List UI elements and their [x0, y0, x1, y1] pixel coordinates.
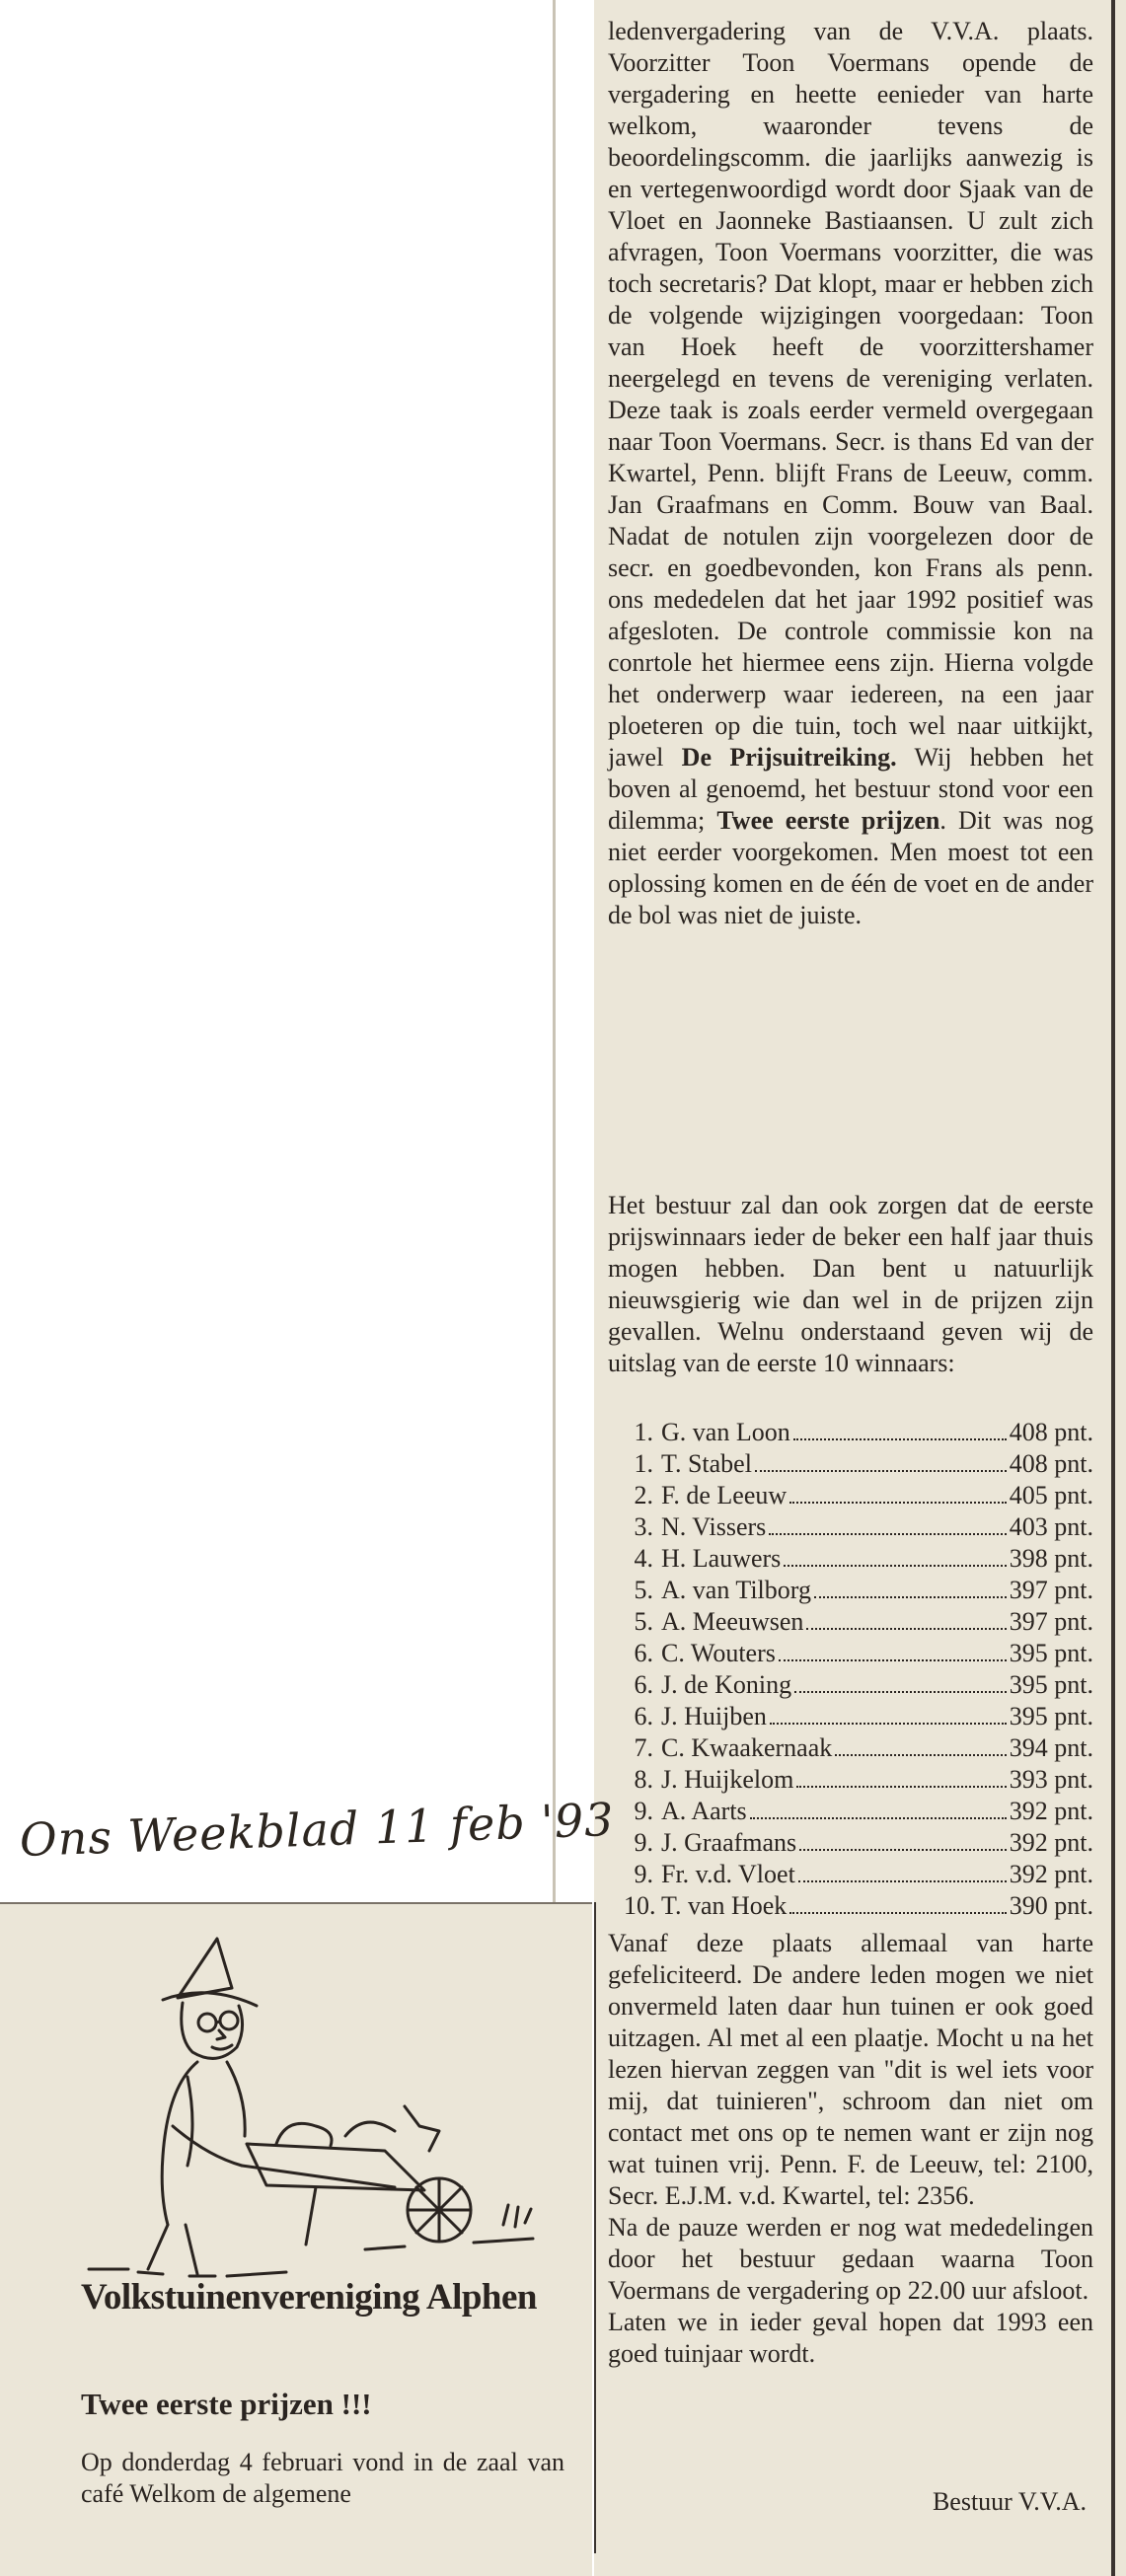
- article-text: Wij hebben het boven al genoemd, het bestuur stond voor een dilemma;: [608, 743, 1093, 835]
- winner-score: 408 pnt.: [1009, 1449, 1093, 1478]
- winner-score: 394 pnt.: [1009, 1733, 1093, 1762]
- winner-score: 405 pnt.: [1009, 1481, 1093, 1509]
- gardener-wheelbarrow-illustration: [69, 1929, 563, 2284]
- winner-rank: 2.: [634, 1481, 653, 1509]
- dot-leader: [806, 1628, 1006, 1630]
- winner-rank: 5.: [634, 1607, 653, 1636]
- article-column-part2: [608, 1190, 1093, 1379]
- winner-name: C. Wouters: [661, 1639, 776, 1667]
- winner-row: [624, 1511, 1093, 1543]
- winner-score: 392 pnt.: [1009, 1860, 1093, 1888]
- winner-score: 395 pnt.: [1009, 1702, 1093, 1730]
- winner-score: 403 pnt.: [1009, 1512, 1093, 1541]
- bold-phrase-prijsuitreiking: De Prijsuitreiking.: [681, 743, 897, 772]
- dot-leader: [799, 1849, 1007, 1851]
- winner-row: [624, 1701, 1093, 1732]
- winner-rank: 1.: [634, 1418, 653, 1446]
- dot-leader: [835, 1754, 1007, 1756]
- dot-leader: [789, 1502, 1007, 1504]
- winner-name: J. de Koning: [661, 1670, 792, 1699]
- column-rule-left: [553, 0, 556, 1902]
- handwritten-note: Ons Weekblad 11 feb '93: [19, 1792, 616, 1867]
- winner-name: J. Huijben: [661, 1702, 767, 1730]
- winner-row: [624, 1890, 1093, 1922]
- winner-row: [624, 1638, 1093, 1669]
- winner-score: 395 pnt.: [1009, 1670, 1093, 1699]
- winner-rank: 9.: [634, 1828, 653, 1857]
- winner-row: [624, 1859, 1093, 1890]
- winner-name: C. Kwaakernaak: [661, 1733, 833, 1762]
- winner-name: Fr. v.d. Vloet: [661, 1860, 795, 1888]
- winner-score: 398 pnt.: [1009, 1544, 1093, 1573]
- winner-name: A. van Tilborg: [661, 1576, 811, 1604]
- winner-score: 408 pnt.: [1009, 1418, 1093, 1446]
- winner-rank: 5.: [634, 1576, 653, 1604]
- clipping-top-rule: [0, 1902, 592, 1904]
- article-paragraph: Laten we in ieder geval hopen dat 1993 een goed tuinjaar wordt.: [608, 2308, 1093, 2368]
- winner-score: 392 pnt.: [1009, 1797, 1093, 1825]
- dot-leader: [755, 1470, 1007, 1472]
- winner-name: T. Stabel: [661, 1449, 752, 1478]
- article-text: ledenvergadering van de V.V.A. plaats. Voorzitter Toon Voermans opende de vergadering en heette eenieder van harte welkom, waaronder tevens de beoordelingscomm. die jaarlijks aanwezig is en vertegenwoordigd wordt door Sjaak van de Vloet en Jaonneke Bastiaansen. U zult zich afvragen, Toon Voermans voorzitter, die was toch secretaris? Dat klopt, maar er hebben zich de volgende wijzigingen voorgedaan: Toon van Hoek heeft de voorzittershamer neergelegd en tevens de vereniging verlaten. Deze taak is zoals eerder vermeld overgegaan naar Toon Voermans. Secr. is thans Ed van der Kwartel, Penn. blijft Frans de Leeuw, comm. Jan Graafmans en Comm. Bouw van Baal. Nadat de notulen zijn voorgelezen door de secr. en goedbevonden, kon Frans als penn. ons mededelen dat het jaar 1992 positief was afgesloten. De controle commissie kon na conrtole het hiermee eens zijn. Hierna volgde het onderwerp waar iedereen, na een jaar ploeteren op die tuin, toch wel naar uitkijkt, jawel: [608, 17, 1093, 772]
- winner-row: [624, 1575, 1093, 1606]
- winner-name: J. Graafmans: [661, 1828, 797, 1857]
- bold-phrase-twee-eerste-prijzen: Twee eerste prijzen: [716, 806, 940, 835]
- winner-row: [624, 1480, 1093, 1511]
- dot-leader: [770, 1723, 1007, 1725]
- column-divider: [594, 1902, 596, 2553]
- winner-score: 390 pnt.: [1009, 1891, 1093, 1920]
- winner-rank: 8.: [634, 1765, 653, 1794]
- winner-rank: 3.: [634, 1512, 653, 1541]
- dot-leader: [750, 1817, 1007, 1819]
- dot-leader: [798, 1880, 1007, 1882]
- dot-leader: [789, 1912, 1006, 1914]
- winner-row: [624, 1827, 1093, 1859]
- article-text: . Dit was nog niet eerder voorgekomen. Men moest tot een oplossing komen en de één de voet en de ander de bol was niet de juiste.: [608, 806, 1093, 929]
- winner-row: [624, 1448, 1093, 1480]
- winner-score: 392 pnt.: [1009, 1828, 1093, 1857]
- article-paragraph: Na de pauze werden er nog wat mededelingen door het bestuur gedaan waarna Toon Voermans de vergadering op 22.00 uur afsloot.: [608, 2213, 1093, 2305]
- winner-rank: 10.: [624, 1891, 656, 1920]
- winner-row: [624, 1796, 1093, 1827]
- winner-rank: 6.: [634, 1702, 653, 1730]
- winner-score: 395 pnt.: [1009, 1639, 1093, 1667]
- article-paragraph: Het bestuur zal dan ook zorgen dat de eerste prijswinnaars ieder de beker een half jaar thuis mogen hebben. Dan bent u natuurlijk nieuwsgierig wie dan wel in de prijzen zijn gevallen. Welnu onderstaand geven wij de uitslag van de eerste 10 winnaars:: [608, 1191, 1093, 1377]
- dot-leader: [814, 1596, 1007, 1598]
- winner-name: J. Huijkelom: [661, 1765, 794, 1794]
- article-column-part1: [608, 16, 1093, 931]
- winner-rank: 1.: [634, 1449, 653, 1478]
- dot-leader: [784, 1565, 1006, 1567]
- winner-name: H. Lauwers: [661, 1544, 782, 1573]
- dot-leader: [793, 1438, 1007, 1440]
- winner-row: [624, 1606, 1093, 1638]
- dot-leader: [779, 1659, 1007, 1661]
- winner-row: [624, 1543, 1093, 1575]
- headline-title: Volkstuinenvereniging Alphen: [81, 2277, 538, 2318]
- column-rule-right: [1111, 0, 1115, 2576]
- winner-name: T. van Hoek: [661, 1891, 788, 1920]
- winner-row: [624, 1669, 1093, 1701]
- dot-leader: [769, 1533, 1006, 1535]
- winner-rank: 4.: [634, 1544, 653, 1573]
- article-column-part3: [608, 1928, 1093, 2370]
- winner-name: A. Meeuwsen: [661, 1607, 804, 1636]
- winner-name: A. Aarts: [661, 1797, 747, 1825]
- signature: Bestuur V.V.A.: [932, 2487, 1087, 2516]
- winner-rank: 9.: [634, 1797, 653, 1825]
- winner-name: G. van Loon: [661, 1418, 790, 1446]
- lead-paragraph: Op donderdag 4 februari vond in de zaal van café Welkom de algemene: [81, 2448, 564, 2508]
- winner-row: [624, 1764, 1093, 1796]
- dot-leader: [794, 1691, 1007, 1693]
- winner-rank: 7.: [634, 1733, 653, 1762]
- winner-name: F. de Leeuw: [661, 1481, 788, 1509]
- winner-rank: 9.: [634, 1860, 653, 1888]
- winner-score: 397 pnt.: [1009, 1576, 1093, 1604]
- winners-list: [624, 1417, 1093, 1922]
- winner-score: 393 pnt.: [1009, 1765, 1093, 1794]
- dot-leader: [796, 1786, 1006, 1788]
- article-paragraph: [608, 16, 1093, 931]
- headline-subtitle: Twee eerste prijzen !!!: [81, 2387, 372, 2421]
- winner-row: [624, 1417, 1093, 1448]
- article-paragraph: Vanaf deze plaats allemaal van harte gefeliciteerd. De andere leden mogen we niet onvermeld laten daar hun tuinen er ook goed uitzagen. Al met al een plaatje. Mocht u na het lezen hiervan zeggen van "dit is wel iets voor mij, dat tuinieren", schroom dan niet om contact met ons op te nemen want er zijn nog wat tuinen vrij. Penn. F. de Leeuw, tel: 2100, Secr. E.J.M. v.d. Kwartel, tel: 2356.: [608, 1929, 1093, 2210]
- winner-row: [624, 1732, 1093, 1764]
- winner-name: N. Vissers: [661, 1512, 767, 1541]
- winner-score: 397 pnt.: [1009, 1607, 1093, 1636]
- winner-rank: 6.: [634, 1670, 653, 1699]
- winner-rank: 6.: [634, 1639, 653, 1667]
